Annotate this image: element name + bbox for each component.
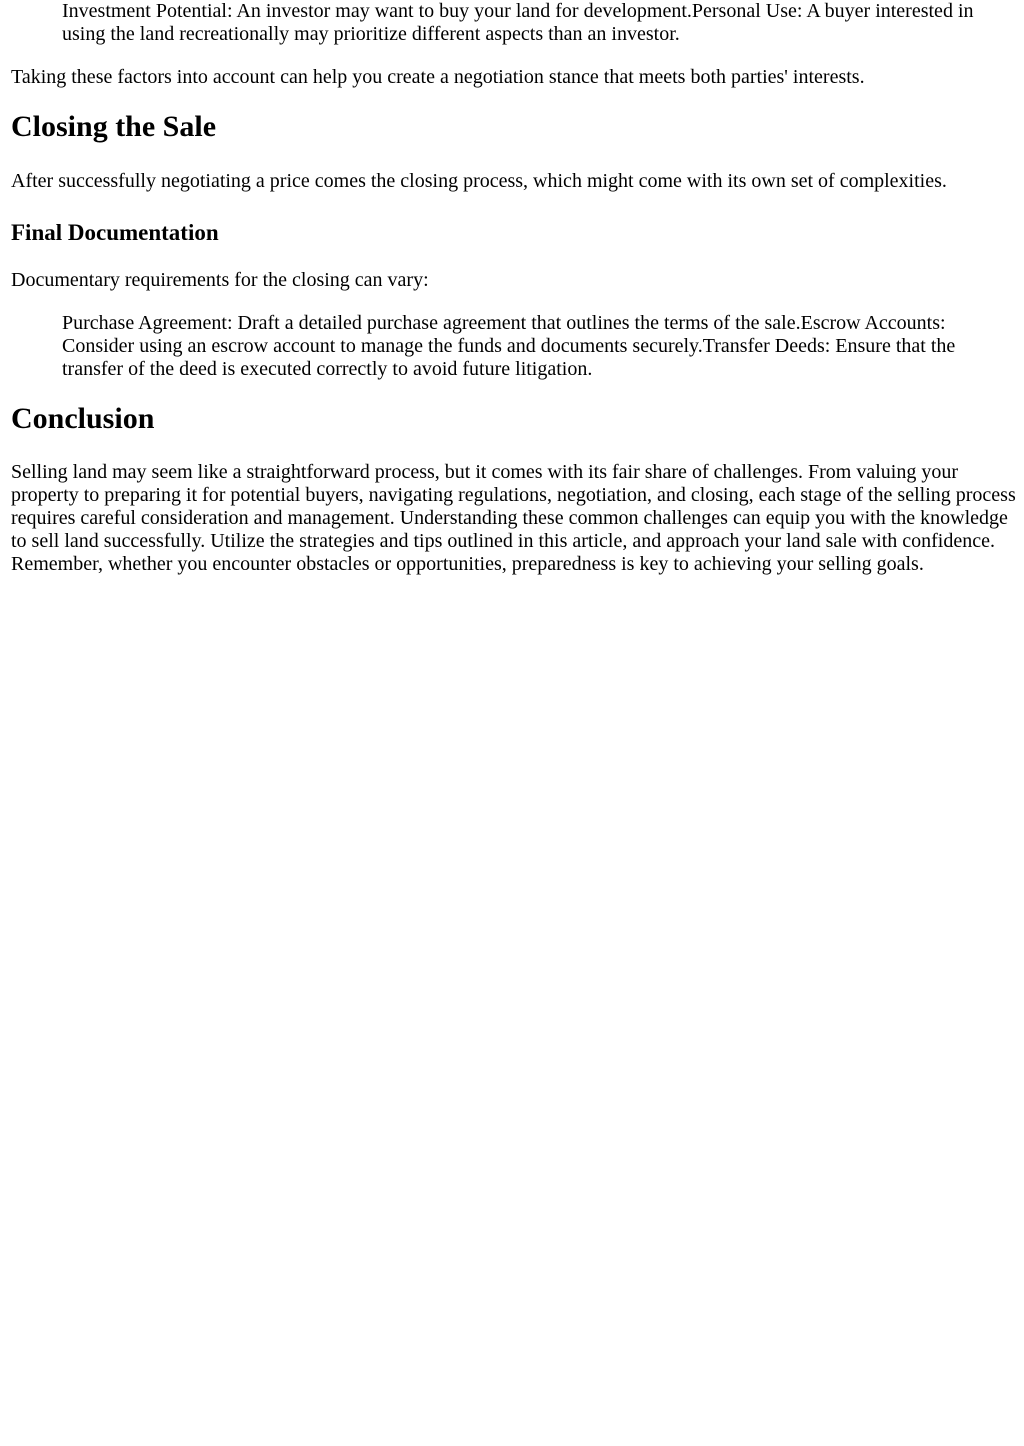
conclusion-heading: Conclusion bbox=[11, 402, 155, 435]
closing-heading: Closing the Sale bbox=[11, 110, 217, 143]
conclusion-paragraph: Selling land may seem like a straightforward process, but it comes with its fair share of challenges. From valuing your property to preparing it for potential buyers, navigating regulations, negotiation, and closing, each stage of the selling process requires careful consideration and management. Understanding these common challenges can equip you with the knowledge to sell land successfully. Utilize the strategies and tips outlined in this article, and approach your land sale with confidence. Remember, whether you encounter obstacles or opportunities, preparedness is key to achieving your selling goals. bbox=[11, 461, 1016, 575]
closing-paragraph: After successfully negotiating a price comes the closing process, which might come with its own set of complexities. bbox=[11, 170, 947, 192]
article-body bbox=[0, 0, 1024, 576]
buyer-factors-list: Investment Potential: An investor may want to buy your land for development.Personal Use: A buyer interested in using the land recreationally may prioritize different aspects than an investor. bbox=[62, 0, 974, 45]
final-documentation-heading: Final Documentation bbox=[11, 220, 219, 245]
documents-list: Purchase Agreement: Draft a detailed purchase agreement that outlines the terms of the sale.Escrow Accounts: Consider using an escrow account to manage the funds and documents securely.Transfer Deeds: Ensure that the transfer of the deed is executed correctly to avoid future litigation. bbox=[62, 312, 956, 380]
final-documentation-paragraph: Documentary requirements for the closing can vary: bbox=[11, 269, 429, 291]
negotiation-paragraph: Taking these factors into account can help you create a negotiation stance that meets both parties' interests. bbox=[11, 66, 865, 88]
